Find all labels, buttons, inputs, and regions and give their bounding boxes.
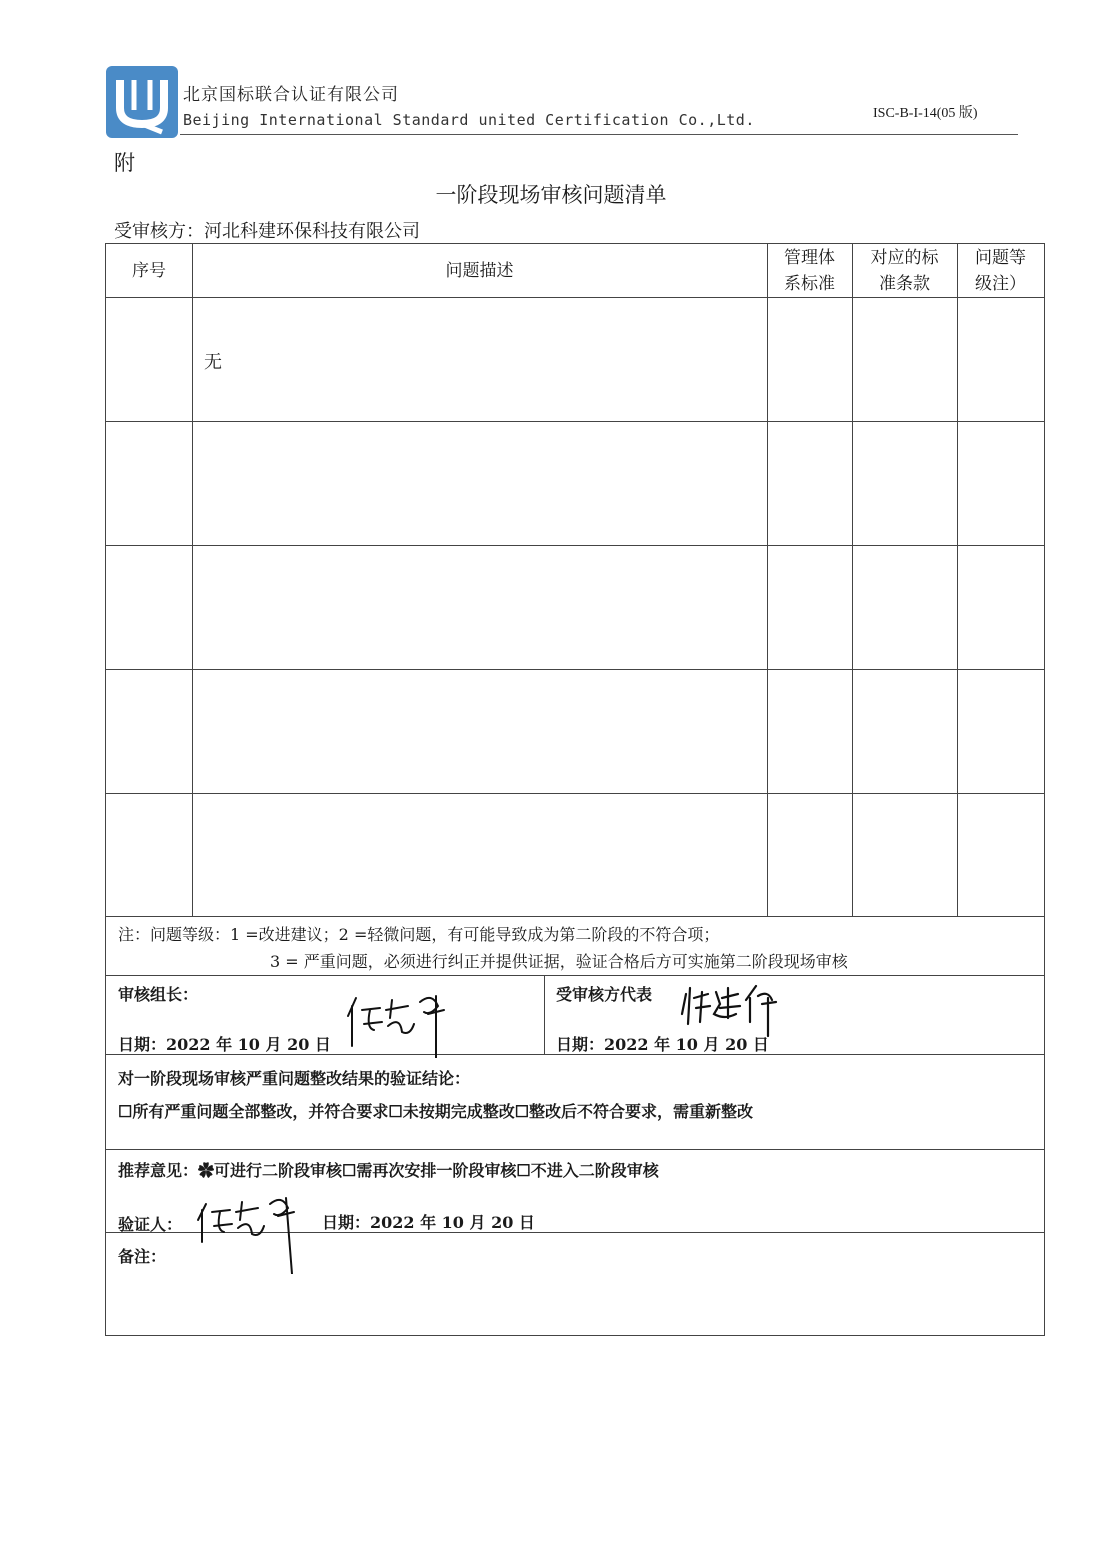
company-logo-icon [106,66,178,138]
header-grade-line2: 级注） [975,274,1026,294]
audit-leader-label: 审核组长： [118,985,199,1004]
grade-note-line1: 注：问题等级：1 =改进建议；2 =轻微问题，有可能导致成为第二阶段的不符合项； [118,925,720,944]
auditee-rep-signature-icon [680,978,780,1038]
company-name-en: Beijing International Standard united Certification Co.,Ltd. [183,111,755,129]
row-divider [106,669,1044,670]
auditee-name: 河北科建环保科技有限公司 [204,221,420,242]
verifier-date: 日期：2022 年 10 月 20 日 [322,1213,535,1232]
col-divider [192,244,193,916]
attachment-label: 附 [114,151,135,175]
header-description: 问题描述 [445,261,514,281]
page-title: 一阶段现场审核问题清单 [435,183,667,207]
leader-signature-icon [340,988,460,1058]
header-grade-line1: 问题等 [975,248,1026,268]
col-divider [852,244,853,916]
audit-issue-table [105,243,1045,1336]
issue-description: 无 [204,352,222,373]
auditee-rep-date: 日期：2022 年 10 月 20 日 [556,1035,769,1054]
header-clause-line1: 对应的标 [870,248,939,268]
verification-title: 对一阶段现场审核严重问题整改结果的验证结论： [118,1069,471,1088]
verification-options: ☐所有严重问题全部整改，并符合要求☐未按期完成整改☐整改后不符合要求，需重新整改 [118,1102,754,1121]
recommendation-text: 推荐意见：✿可进行二阶段审核☐需再次安排一阶段审核☐不进入二阶段审核 [118,1161,659,1180]
header-row-divider [106,297,1044,298]
audit-leader-date: 日期：2022 年 10 月 20 日 [118,1035,331,1054]
col-divider [957,244,958,916]
row-divider [106,421,1044,422]
header-seq: 序号 [132,261,166,281]
document-code: ISC-B-I-14(05 版) [873,106,978,121]
company-name-cn: 北京国标联合认证有限公司 [183,85,399,105]
auditee-label: 受审核方： [114,221,204,242]
header-standard [767,245,852,297]
verifier-signature-icon [194,1194,314,1274]
verification-bottom [106,1149,1044,1150]
verifier-label: 验证人： [118,1215,183,1234]
note-bottom [106,975,1044,976]
header-divider [180,134,1018,135]
header-standard-line1: 管理体 [784,248,835,268]
issue-rows-bottom [106,916,1044,917]
header-clause-line2: 准条款 [879,274,930,294]
col-divider [767,244,768,916]
grade-note-line2: 3 = 严重问题，必须进行纠正并提供证据，验证合格后方可实施第二阶段现场审核 [270,952,848,971]
auditee-rep-label: 受审核方代表 [556,985,653,1004]
auditee-line [114,217,420,243]
row-divider [106,793,1044,794]
header-clause [852,245,957,297]
header-standard-line2: 系标准 [784,274,835,294]
remarks-label: 备注： [118,1247,167,1266]
row-divider [106,545,1044,546]
header-grade [957,245,1044,297]
signoff-divider [544,975,545,1054]
